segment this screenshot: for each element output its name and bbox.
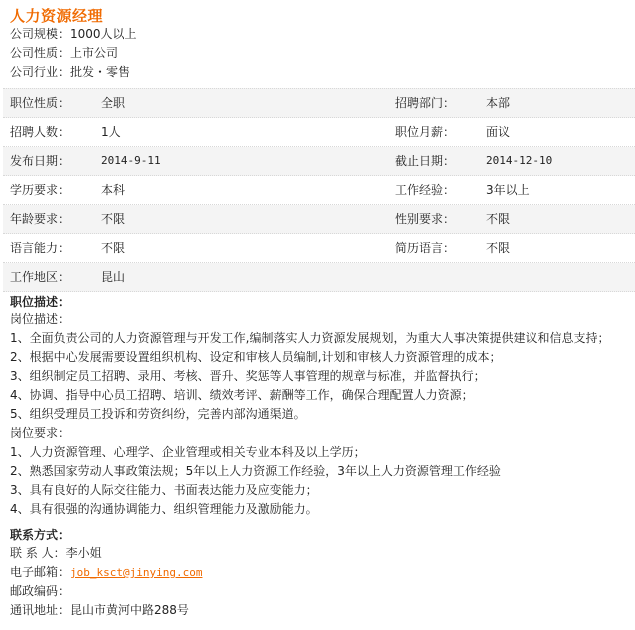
contact-email-link[interactable]: job_ksct@jinying.com [70,566,203,579]
contact-address: 昆山市黄河中路288号 [70,603,189,617]
description-line: 岗位要求： [10,426,71,440]
contact-address-row [10,601,630,620]
description-line: 1、人力资源管理、心理学、企业管理或相关专业本科及以上学历； [10,445,366,459]
contact-person-row [10,544,630,563]
detail-label: 发布日期： [10,154,71,168]
detail-value: 3年以上 [486,183,530,197]
detail-value: 不限 [486,212,511,226]
job-details-table [3,88,635,292]
contact-person-label: 联 系 人： [10,546,66,560]
company-industry [10,63,130,81]
detail-label: 职位性质： [10,96,71,110]
detail-value: 全职 [101,96,126,110]
detail-value: 1人 [101,125,121,139]
detail-label: 学历要求： [10,183,71,197]
detail-label: 工作经验： [395,183,456,197]
details-row-nature [3,88,635,118]
detail-label: 简历语言： [395,241,456,255]
company-size-value: 1000人以上 [70,27,137,41]
company-size [10,25,137,43]
detail-value: 不限 [101,212,126,226]
description-line: 2、根据中心发展需要设置组织机构、设定和审核人员编制,计划和审核人力资源管理的成本； [10,350,502,364]
contact-email-label: 电子邮箱： [10,565,71,579]
detail-label: 语言能力： [10,241,71,255]
detail-label: 职位月薪： [395,125,456,139]
detail-value: 2014-12-10 [486,154,553,167]
contact-person: 李小姐 [65,546,102,560]
detail-value: 不限 [101,241,126,255]
details-row-dates [3,147,635,176]
detail-label: 截止日期： [395,154,456,168]
description-line: 5、组织受理员工投诉和劳资纠纷，完善内部沟通渠道。 [10,407,306,421]
detail-label: 招聘部门： [395,96,456,110]
description-line: 4、具有很强的沟通协调能力、组织管理能力及激励能力。 [10,502,318,516]
detail-label: 招聘人数： [10,125,71,139]
contact-address-label: 通讯地址： [10,603,71,617]
contact-zip-label: 邮政编码： [10,584,71,598]
details-row-location [3,263,635,292]
company-size-label: 公司规模： [10,27,71,41]
description-line: 2、熟悉国家劳动人事政策法规；5年以上人力资源工作经验，3年以上人力资源管理工作经验 [10,464,501,478]
details-row-age [3,205,635,234]
contact-info [10,544,630,620]
description-line: 岗位描述： [10,312,71,326]
description-body [10,310,630,519]
detail-value: 2014-9-11 [101,154,161,167]
description-line: 1、全面负责公司的人力资源管理与开发工作,编制落实人力资源发展规划，为重大人事决策提供建议和信息支持； [10,331,610,345]
detail-value: 本部 [486,96,511,110]
description-line: 4、协调、指导中心员工招聘、培训、绩效考评、薪酬等工作，确保合理配置人力资源； [10,388,474,402]
detail-label: 年龄要求： [10,212,71,226]
contact-heading: 联系方式： [10,528,71,542]
company-type-label: 公司性质： [10,46,71,60]
company-industry-label: 公司行业： [10,65,71,79]
detail-label: 工作地区： [10,270,71,284]
description-line: 3、组织制定员工招聘、录用、考核、晋升、奖惩等人事管理的规章与标准，并监督执行； [10,369,486,383]
details-row-language [3,234,635,263]
details-row-count [3,118,635,147]
detail-value: 面议 [486,125,511,139]
contact-zip-row [10,582,630,601]
detail-value: 不限 [486,241,511,255]
description-line: 3、具有良好的人际交往能力、书面表达能力及应变能力； [10,483,318,497]
job-title: 人力资源经理 [10,7,104,25]
detail-label: 性别要求： [395,212,456,226]
contact-email-row [10,563,630,582]
company-type [10,44,118,62]
details-row-education [3,176,635,205]
detail-value: 昆山 [101,270,126,284]
description-heading: 职位描述： [10,295,71,309]
detail-value: 本科 [101,183,126,197]
company-industry-value: 批发・零售 [70,65,131,79]
company-type-value: 上市公司 [70,46,119,60]
